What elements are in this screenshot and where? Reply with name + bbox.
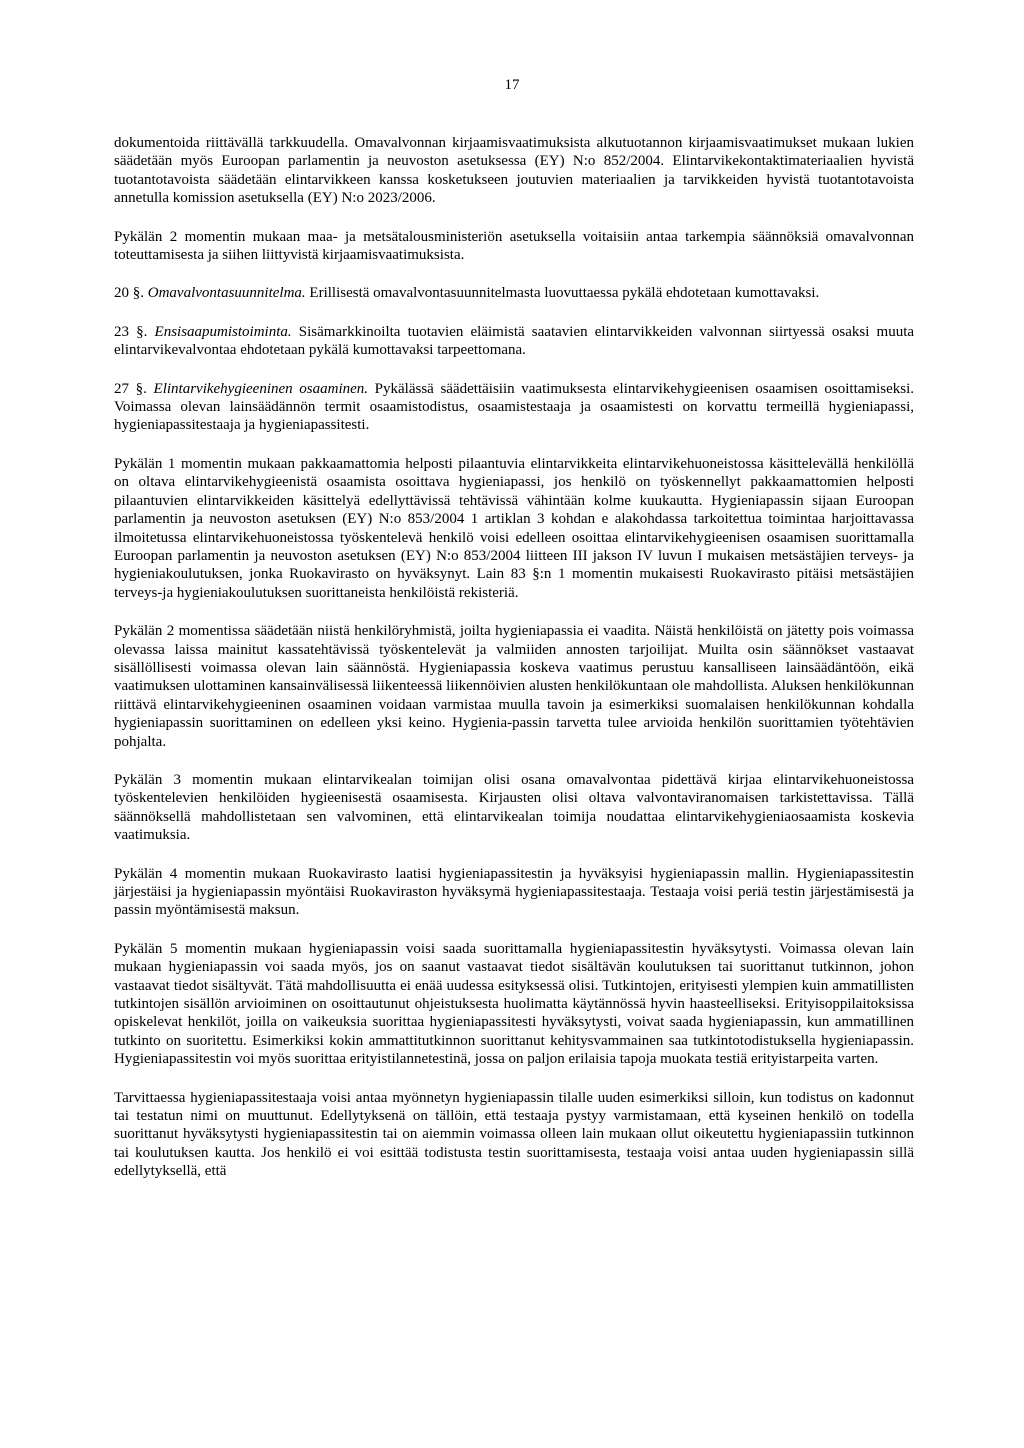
- section-title: Ensisaapumistoiminta.: [154, 323, 292, 340]
- paragraph: Pykälän 2 momentin mukaan maa- ja metsätalousministeriön asetuksella voitaisiin antaa tarkempia säännöksiä omavalvonnan toteuttamisesta ja siihen liittyvistä kirjaamisvaatimuksista.: [114, 228, 914, 264]
- section-text: Sisämarkkinoilta tuotavien eläimistä saatavien elintarvikkeiden valvonnan siirtyessä osaksi muuta elintarvikevalvontaa ehdotetaan pykälä kumottavaksi tarpeettomana.: [114, 323, 915, 359]
- paragraph: Pykälän 4 momentin mukaan Ruokavirasto laatisi hygieniapassitestin ja hyväksyisi hygieniapassin mallin. Hygieniapassitestin järjestäisi ja hygieniapassin myöntäisi Ruokaviraston hyväksymä hygieniapassitestaaja. Testaaja voisi periä testin järjestämisestä ja passin myöntämisestä maksun.: [114, 865, 914, 919]
- section-text: Erillisestä omavalvontasuunnitelmasta luovuttaessa pykälä ehdotetaan kumottavaksi.: [309, 285, 820, 302]
- section-number: 27 §.: [114, 380, 147, 397]
- section-paragraph: [114, 323, 914, 360]
- section-title: Elintarvikehygieeninen osaaminen.: [153, 380, 369, 397]
- section-number: 23 §.: [114, 323, 148, 340]
- section-paragraph: [114, 380, 914, 435]
- section-text: Pykälässä säädettäisiin vaatimuksesta elintarvikehygieenisen osaamisen osoittamiseksi. Voimassa olevan lainsäädännön termit osaamistodistus, osaamistestaaja ja osaamistesti on korvattu termeillä hygieniapassi, hygieniapassitestaaja ja hygieniapassitesti.: [114, 380, 914, 434]
- section-number: 20 §.: [114, 285, 144, 302]
- document-body: [114, 134, 914, 1201]
- section-title: Omavalvontasuunnitelma.: [147, 285, 306, 302]
- paragraph: Pykälän 5 momentin mukaan hygieniapassin voisi saada suorittamalla hygieniapassitestin hyväksytysti. Voimassa olevan lain mukaan hygieniapassin voi saada myös, jos on saanut vastaavat tiedot sisältävän koulutuksen tai suorittanut tutkinnon, johon vastaavat tiedot sisältyvät. Tätä mahdollisuutta ei enää uudessa esityksessä olisi. Tutkintojen, erityisesti ylempien kuin ammatillisten tutkintojen sisällön arvioiminen on osoittautunut ohjeistuksesta huolimatta käytännössä hyvin haasteelliseksi. Erityisoppilaitoksissa opiskelevat henkilöt, joilla on vaikeuksia suorittaa hygieniapassitesti hyväksytysti, voivat saada hygieniapassin, kun ammatillinen tutkinto on suoritettu. Esimerkiksi kokin ammattitutkinnon suorittanut kehitysvammainen saa tutkintotodistuksella hygieniapassin. Hygieniapassitestin voi myös suorittaa erityistilannetestinä, jossa on paljon erilaisia tapoja muokata testiä erityistarpeita varten.: [114, 940, 914, 1068]
- paragraph: Pykälän 3 momentin mukaan elintarvikealan toimijan olisi osana omavalvontaa pidettävä kirjaa elintarvikehuoneistossa työskentelevien henkilöiden hygieenisestä osaamisesta. Kirjausten olisi oltava valvontaviranomaisen tarkistettavissa. Tällä säännöksellä mahdollistetaan sen valvominen, että elintarvikealan toimija noudattaa elintarvikehygieniaosaamista koskevia vaatimuksia.: [114, 771, 914, 844]
- paragraph: Pykälän 2 momentissa säädetään niistä henkilöryhmistä, joilta hygieniapassia ei vaadita. Näistä henkilöistä on jätetty pois voimassa olevassa laissa mainitut kassatehtävissä työskentelevät ja valmiiden annosten tarjoilijat. Muilta osin säännökset vastaavat sisällöllisesti voimassa olevan lain säännöstä. Hygieniapassia koskeva vaatimus perustuu kansalliseen lainsäädäntöön, eikä vaatimuksen ulottaminen kansainvälisessä liikenteessä liikennöivien alusten henkilökuntaan ole mahdollista. Aluksen henkilökunnan riittävä elintarvikehygieeninen osaaminen voidaan varmistaa muulla tavoin ja esimerkiksi suomalaisen henkilökunnan kohdalla hygieniapassin suorittaminen on edelleen yksi keino. Hygienia-passin tarvetta tulee arvioida henkilön suorittamien työtehtävien pohjalta.: [114, 623, 914, 750]
- paragraph: Pykälän 1 momentin mukaan pakkaamattomia helposti pilaantuvia elintarvikkeita elintarvikehuoneistossa käsittelevällä henkilöllä on oltava elintarvikehygieenistä osaamista osoittava hygieniapassi, jos henkilö on työskennellyt pakkaamattomien helposti pilaantuvien elintarvikkeiden käsittelyä edellyttävissä tehtävissä vähintään kolme kuukautta. Hygieniapassin sijaan Euroopan parlamentin ja neuvoston asetuksen (EY) N:o 853/2004 1 artiklan 3 kohdan e alakohdassa tarkoitettua toimintaa harjoittavassa ilmoitetussa elintarvikehuoneistossa työskentelevä henkilö voisi edelleen osoittaa elintarvikehygieenisen osaamisen suorittamalla Euroopan parlamentin ja neuvoston asetuksen (EY) N:o 853/2004 liitteen III jakson IV luvun I mukaisen metsästäjien terveys- ja hygieniakoulutuksen, jonka Ruokavirasto on hyväksynyt. Lain 83 §:n 1 momentin mukaisesti Ruokavirasto pitäisi metsästäjien terveys-ja hygieniakoulutuksen suorittaneista henkilöistä rekisteriä.: [114, 455, 914, 601]
- paragraph: dokumentoida riittävällä tarkkuudella. Omavalvonnan kirjaamisvaatimuksista alkutuotannon kirjaamisvaatimukset mukaan lukien säädetään myös Euroopan parlamentin ja neuvoston asetuksessa (EY) N:o 852/2004. Elintarvikekontaktimateriaalien hyvistä tuotantotavoista säädetään elintarvikkeen kanssa kosketukseen joutuvien materiaalien ja tarvikkeiden hyvistä tuotantotavoista annetulla komission asetuksella (EY) N:o 2023/2006.: [114, 135, 914, 207]
- section-paragraph: [114, 284, 914, 302]
- paragraph: Tarvittaessa hygieniapassitestaaja voisi antaa myönnetyn hygieniapassin tilalle uuden esimerkiksi silloin, kun todistus on kadonnut tai testatun nimi on muuttunut. Edellytyksenä on tällöin, että testaaja pystyy varmistamaan, että kyseinen henkilö on todella suorittanut hyväksytysti hygieniapassitestin tai on aiemmin voimassa olleen lain mukaan ollut oikeutettu hygieniapassiin tutkinnon tai koulutuksen kautta. Jos henkilö ei voi esittää todistusta testin suorittamisesta, testaaja voisi antaa uuden hygieniapassin sillä edellytyksellä, että: [114, 1089, 914, 1180]
- page-number: 17: [504, 77, 520, 93]
